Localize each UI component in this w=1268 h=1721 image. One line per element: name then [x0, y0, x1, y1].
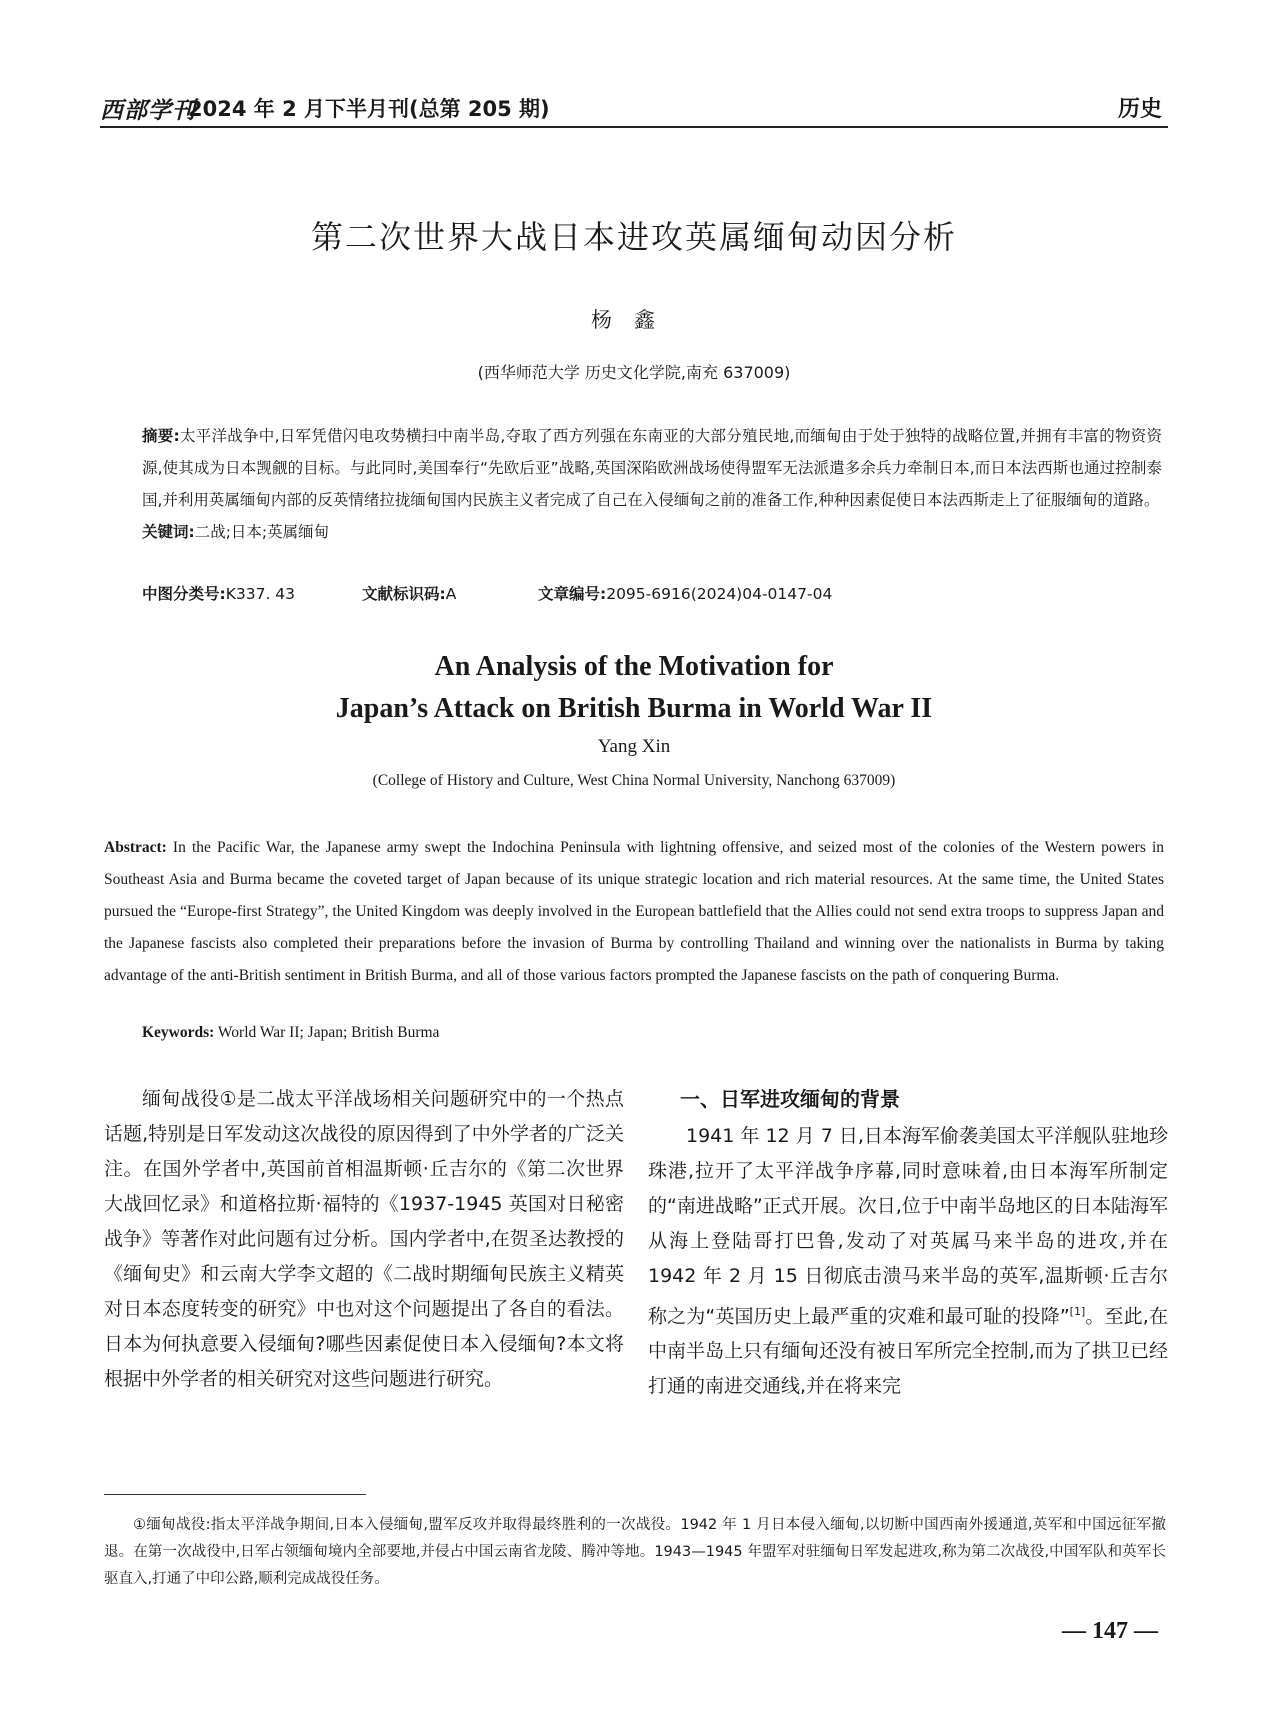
keywords-chinese-text: 二战;日本;英属缅甸	[194, 523, 330, 541]
running-header	[100, 92, 1168, 122]
keywords-english-label: Keywords:	[142, 1024, 215, 1041]
keywords-english	[142, 1024, 439, 1042]
document-code: 文献标识码:A	[362, 585, 457, 603]
background-paragraph: 1941 年 12 月 7 日,日本海军偷袭美国太平洋舰队驻地珍珠港,拉开了太平洋战争序幕,同时意味着,由日本海军所制定的“南进战略”正式开展。次日,位于中南半岛地区的日本陆海军从海上登陆哥打巴鲁,发动了对英属马来半岛的进攻,并在 1942 年 2 月 15 日彻底击溃马来半岛的英军,温斯顿·丘吉尔称之为“英国历史上最严重的灾难和最可耻的投降”[1]。至此,在中南半岛上只有缅甸还没有被日军所完全控制,而为了拱卫已经打通的南进交通线,并在将来完	[648, 1125, 1168, 1398]
abstract-chinese-text: 太平洋战争中,日军凭借闪电攻势横扫中南半岛,夺取了西方列强在东南亚的大部分殖民地,而缅甸由于处于独特的战略位置,并拥有丰富的物资资源,使其成为日本觊觎的目标。与此同时,美国奉行“先欧后亚”战略,英国深陷欧洲战场使得盟军无法派遣多余兵力牵制日本,而日本法西斯也通过控制泰国,并利用英属缅甸内部的反英情绪拉拢缅甸国内民族主义者完成了自己在入侵缅甸之前的准备工作,种种因素促使日本法西斯走上了征服缅甸的道路。	[142, 427, 1163, 509]
footnote-rule	[104, 1494, 366, 1495]
title-chinese: 第二次世界大战日本进攻英属缅甸动因分析	[310, 218, 957, 256]
abstract-chinese-label: 摘要:	[142, 427, 180, 445]
abstract-english-label: Abstract:	[104, 839, 167, 856]
keywords-chinese-label: 关键词:	[142, 523, 195, 541]
article-number: 文章编号:2095-6916(2024)04-0147-04	[538, 585, 833, 603]
abstract-english-text: In the Pacific War, the Japanese army swept the Indochina Peninsula with lightning offensive, and seized most of the colonies of the Western powers in Southeast Asia and Burma became the coveted target of Japan because of its unique strategic location and rich material resources. At the same time, the United States pursued the “Europe-first Strategy”, the United Kingdom was deeply involved in the European battlefield that the Allies could not send extra troops to suppress Japan and the Japanese fascists also completed their preparations before the invasion of Burma by controlling Thailand and winning over the nationalists in Burma by taking advantage of the anti-British sentiment in British Burma, and all of those various factors prompted the Japanese fascists on the path of conquering Burma.	[104, 839, 1164, 984]
author-english: Yang Xin	[597, 736, 671, 757]
section-heading: 一、日军进攻缅甸的背景	[680, 1087, 900, 1111]
journal-logo: 西部学刊	[100, 97, 196, 124]
issue-info: 2024 年 2 月下半月刊(总第 205 期)	[188, 97, 550, 121]
abstract-english	[104, 832, 1164, 992]
classification-number: 中图分类号:K337. 43	[142, 585, 296, 603]
section-label: 历史	[1117, 97, 1162, 122]
keywords-english-text: World War II; Japan; British Burma	[214, 1024, 440, 1041]
keywords-chinese	[142, 516, 1162, 548]
title-english-line2: Japan’s Attack on British Burma in World War II	[335, 693, 933, 724]
body-column-left	[104, 1082, 624, 1397]
affiliation-chinese: (西华师范大学 历史文化学院,南充 637009)	[477, 363, 791, 382]
title-english-line1: An Analysis of the Motivation for	[434, 651, 834, 682]
footnote: ①缅甸战役:指太平洋战争期间,日本入侵缅甸,盟军反攻并取得最终胜利的一次战役。1942 年 1 月日本侵入缅甸,以切断中国西南外援通道,英军和中国远征军撤退。在第一次战役中,日军占领缅甸境内全部要地,并侵占中国云南省龙陵、腾冲等地。1943—1945 年盟军对驻缅甸日军发起进攻,称为第二次战役,中国军队和英军长驱直入,打通了中印公路,顺利完成战役任务。	[104, 1517, 1166, 1587]
page-number: — 147 —	[1062, 1618, 1158, 1644]
body-column-right	[648, 1082, 1168, 1404]
header-rule	[100, 126, 1168, 128]
intro-paragraph: 缅甸战役①是二战太平洋战场相关问题研究中的一个热点话题,特别是日军发动这次战役的原因得到了中外学者的广泛关注。在国外学者中,英国前首相温斯顿·丘吉尔的《第二次世界大战回忆录》和道格拉斯·福特的《1937-1945 英国对日秘密战争》等著作对此问题有过分析。国内学者中,在贺圣达教授的《缅甸史》和云南大学李文超的《二战时期缅甸民族主义精英对日本态度转变的研究》中也对这个问题提出了各自的看法。日本为何执意要入侵缅甸?哪些因素促使日本入侵缅甸?本文将根据中外学者的相关研究对这些问题进行研究。	[104, 1088, 624, 1390]
citation-ref: [1]	[1069, 1305, 1086, 1318]
affiliation-english: (College of History and Culture, West China Normal University, Nanchong 637009)	[372, 772, 896, 789]
title-english	[0, 646, 1268, 730]
author-chinese: 杨鑫	[591, 308, 677, 332]
abstract-chinese	[142, 420, 1162, 548]
